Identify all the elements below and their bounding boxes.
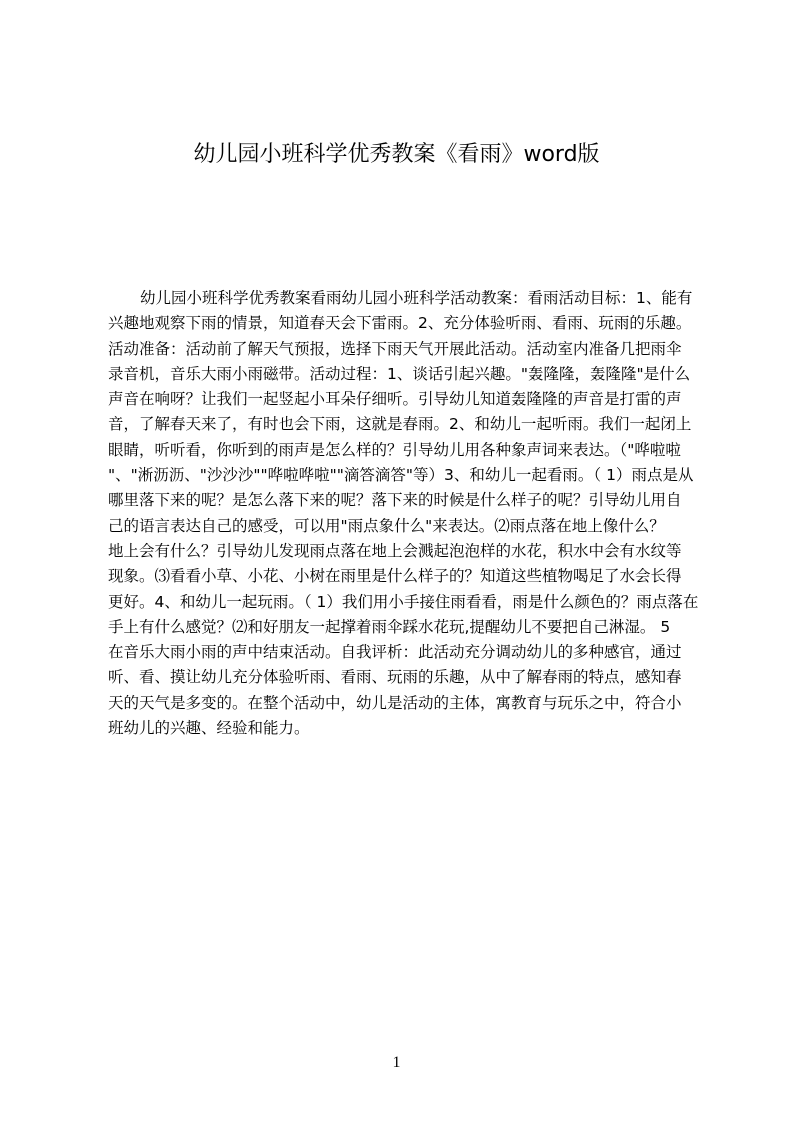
paragraph-line: 听、看、摸让幼儿充分体验听雨、看雨、玩雨的乐趣，从中了解春雨的特点，感知春: [108, 668, 682, 687]
paragraph-line: 天的天气是多变的。在整个活动中，幼儿是活动的主体，寓教育与玩乐之中，符合小: [108, 693, 682, 712]
paragraph-line: 手上有什么感觉？⑵和好朋友一起撑着雨伞踩水花玩,提醒幼儿不要把自己淋湿。 5: [108, 617, 671, 636]
paragraph-line: 地上会有什么？引导幼儿发现雨点落在地上会溅起泡泡样的水花，积水中会有水纹等: [108, 541, 682, 560]
paragraph-line: 更好。4、和幼儿一起玩雨。（ 1）我们用小手接住雨看看，雨是什么颜色的？雨点落在: [108, 592, 699, 611]
paragraph-line: 在音乐大雨小雨的声中结束活动。自我评析：此活动充分调动幼儿的多种感官，通过: [108, 643, 682, 662]
paragraph-line: 幼儿园小班科学优秀教案看雨幼儿园小班科学活动教案：看雨活动目标：1、能有: [140, 289, 693, 307]
paragraph-line: 音，了解春天来了，有时也会下雨，这就是春雨。2、和幼儿一起听雨。我们一起闭上: [108, 415, 692, 434]
document-title: 幼儿园小班科学优秀教案《看雨》word版: [193, 142, 600, 167]
paragraph-line: 兴趣地观察下雨的情景，知道春天会下雷雨。2、充分体验听雨、看雨、玩雨的乐趣。: [108, 314, 692, 333]
paragraph-line: 活动准备：活动前了解天气预报，选择下雨天气开展此活动。活动室内准备几把雨伞: [108, 339, 682, 358]
paragraph-line: 眼睛，听听看，你听到的雨声是怎么样的？引导幼儿用各种象声词来表达。（"哗啦啦: [108, 440, 681, 459]
paragraph-line: 哪里落下来的呢？是怎么落下来的呢？落下来的时候是什么样子的呢？引导幼儿用自: [108, 491, 682, 510]
paragraph-line: 现象。⑶看看小草、小花、小树在雨里是什么样子的？知道这些植物喝足了水会长得: [108, 567, 682, 586]
paragraph-line: 班幼儿的兴趣、经验和能力。: [108, 719, 310, 738]
document-body: [108, 286, 717, 741]
paragraph-line: 录音机，音乐大雨小雨磁带。活动过程：1、谈话引起兴趣。"轰隆隆，轰隆隆"是什么: [108, 364, 691, 383]
paragraph-line: 己的语言表达自己的感受，可以用"雨点象什么"来表达。⑵雨点落在地上像什么？: [108, 516, 665, 535]
paragraph-line: "、"淅沥沥、"沙沙沙""哗啦哗啦""滴答滴答"等）3、和幼儿一起看雨。（ 1）雨点是从: [108, 466, 694, 485]
paragraph-line: 声音在响呀？让我们一起竖起小耳朵仔细听。引导幼儿知道轰隆隆的声音是打雷的声: [108, 390, 682, 409]
page-number: 1: [392, 1054, 401, 1071]
